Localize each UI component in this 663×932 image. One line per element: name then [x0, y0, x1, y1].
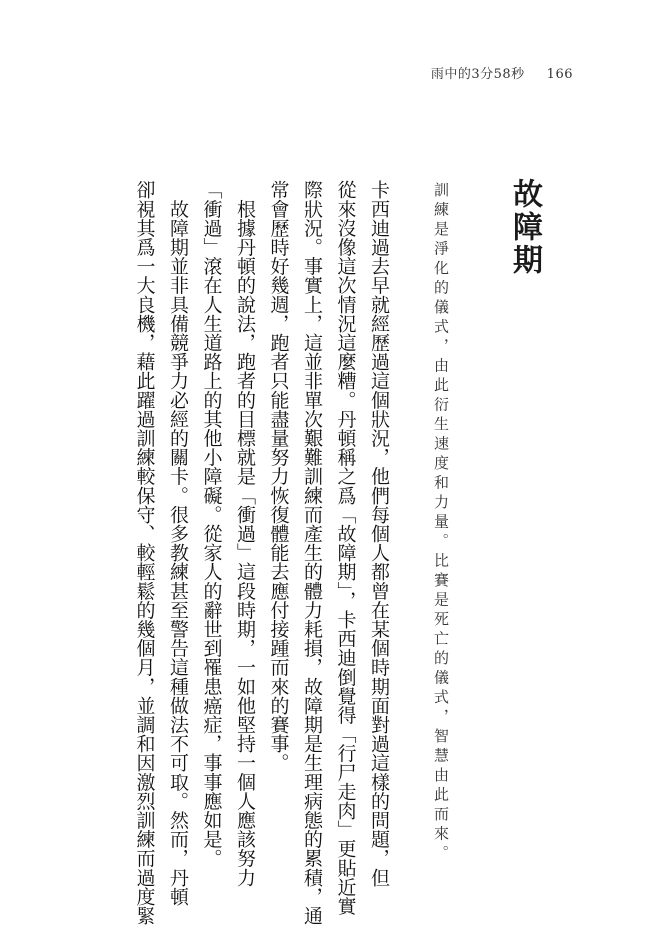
- body-line: 根據丹頓的說法，跑者的目標就是「衝過」這段時期，一如他堅持一個人應該努力: [234, 180, 256, 887]
- body-line: 「衝過」滾在人生道路上的其他小障礙。從家人的辭世到罹患癌症，事事應如是。: [200, 180, 223, 868]
- page-number: 166: [546, 67, 573, 82]
- book-title: 雨中的3分58秒: [430, 67, 525, 82]
- body-line: 常會歷時好幾週，跑者只能盡量努力恢復體能去應付接踵而來的賽事。: [267, 180, 290, 773]
- chapter-title: 故障期: [507, 178, 542, 277]
- body-line: 卻視其爲一大良機，藉此躍過訓練較保守、較輕鬆的幾個月，並調和因激烈訓練而過度緊: [133, 180, 156, 925]
- body-line: 從來沒像這次情況這麼糟。丹頓稱之爲「故障期」，卡西迪倒覺得「行尸走肉」更貼近實: [334, 180, 357, 916]
- body-line: 故障期並非具備競爭力必經的關卡。很多教練甚至警告這種做法不可取。然而，丹頓: [167, 180, 189, 906]
- body-line: 際狀況。事實上，這並非單次艱難訓練而產生的體力耗損，故障期是生理病態的累積，通: [301, 180, 323, 925]
- running-header: [431, 63, 573, 82]
- body-text: [127, 180, 395, 925]
- body-line: 卡西迪過去早就經歷過這個狀況，他們每個人都曾在某個時期面對過這樣的問題，但: [368, 180, 390, 887]
- chapter-epigraph: 訓練是淨化的儀式，由此衍生速度和力量。比賽是死亡的儀式，智慧由此而來。: [432, 182, 450, 865]
